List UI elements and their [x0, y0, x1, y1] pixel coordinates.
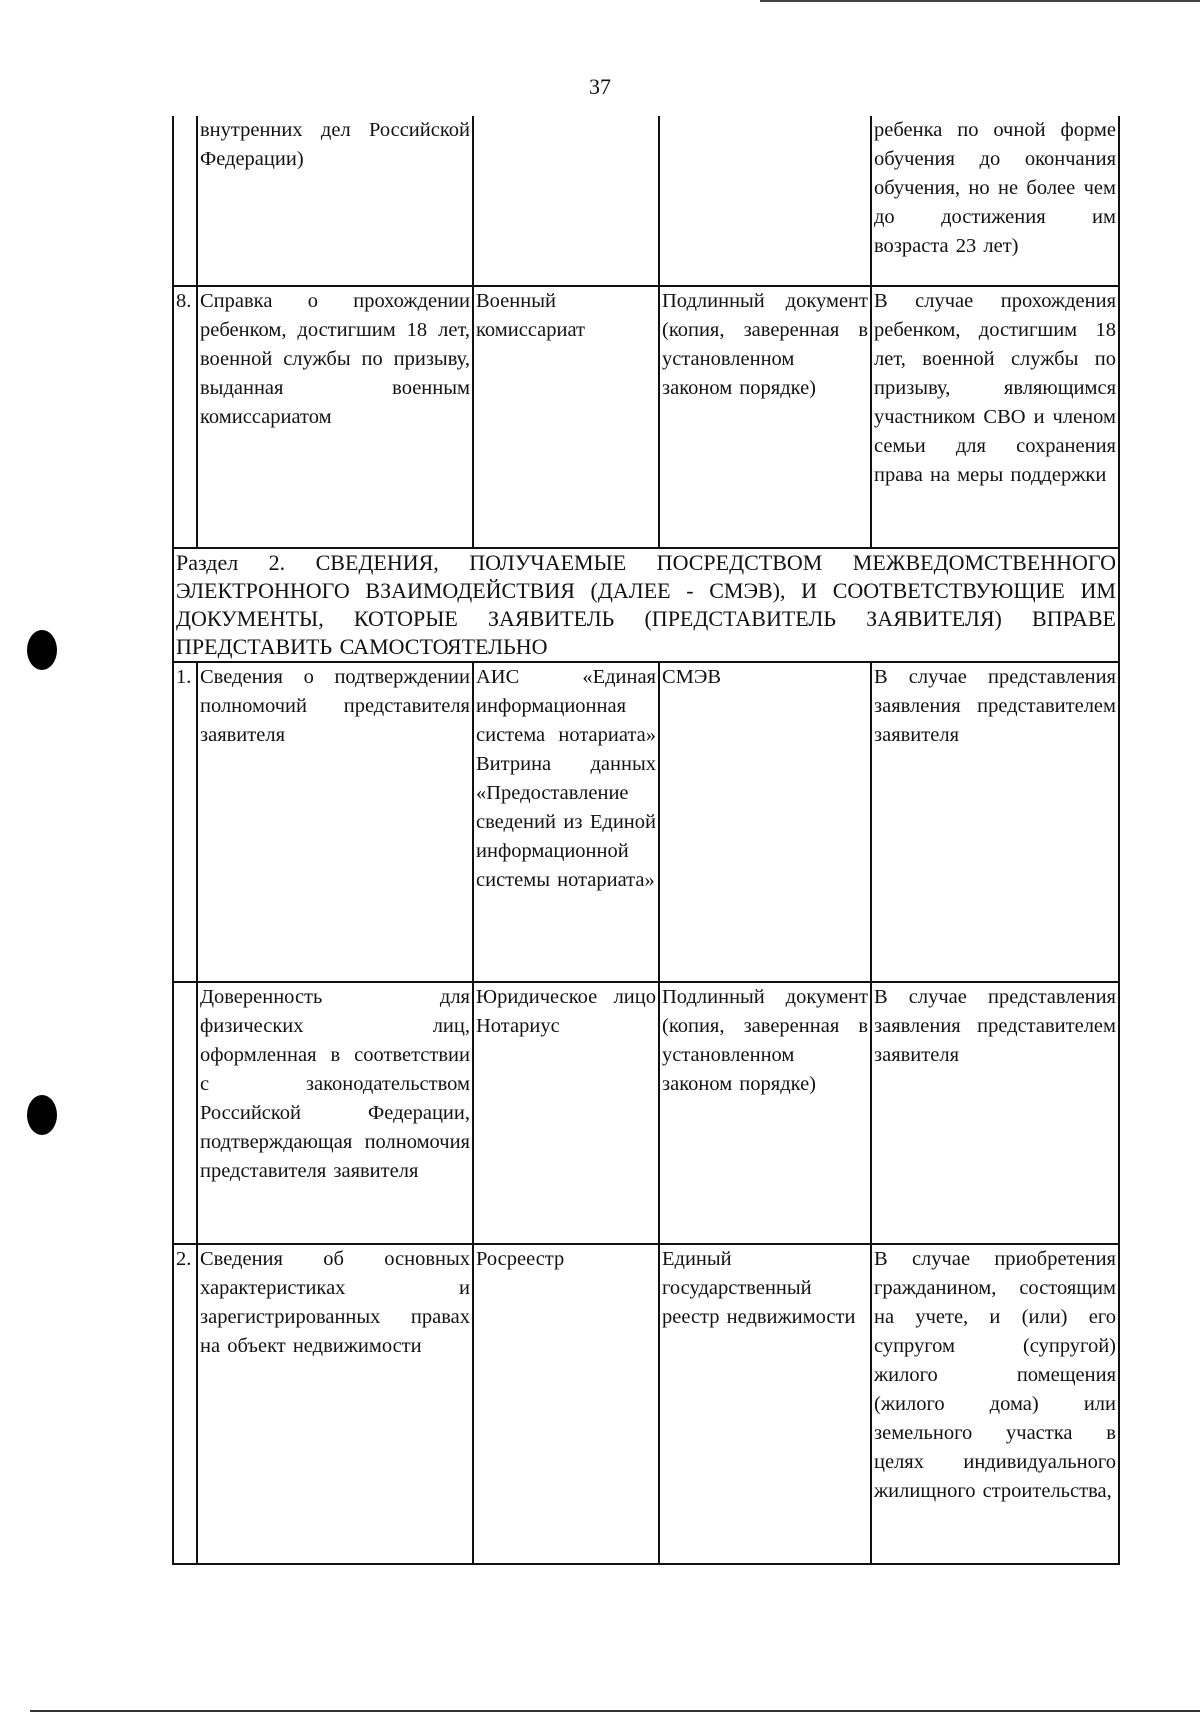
document-form: Единый государственный реестр недвижимости: [659, 1244, 871, 1564]
document-condition: В случае представления заявления представителем заявителя: [871, 662, 1119, 982]
table-row: [173, 982, 1119, 1244]
document-form: [659, 116, 871, 286]
documents-table: [172, 116, 1120, 1565]
page-number: 37: [589, 74, 611, 99]
document-form: СМЭВ: [659, 662, 871, 982]
row-number: [173, 116, 197, 286]
document-source: Росреестр: [473, 1244, 659, 1564]
document-name: Сведения об основных характеристиках и зарегистрированных правах на объект недвижимости: [197, 1244, 473, 1564]
row-number: 8.: [173, 286, 197, 548]
document-condition: ребенка по очной форме обучения до окончания обучения, но не более чем до достижения им возраста 23 лет): [871, 116, 1119, 286]
document-source: Юридическое лицо Нотариус: [473, 982, 659, 1244]
row-number-empty: [173, 982, 197, 1244]
scan-edge-line: [30, 1710, 1200, 1712]
row-number: 1.: [173, 662, 197, 982]
punch-hole: [27, 630, 57, 670]
document-condition: В случае представления заявления представителем заявителя: [871, 982, 1119, 1244]
scan-edge-line: [760, 0, 1200, 2]
row-number: 2.: [173, 1244, 197, 1564]
document-name: Сведения о подтверждении полномочий представителя заявителя: [197, 662, 473, 982]
document-source: [473, 116, 659, 286]
document-name: Доверенность для физических лиц, оформленная в соответствии с законодательством Российской Федерации, подтверждающая полномочия представителя заявителя: [197, 982, 473, 1244]
document-source: АИС «Единая информационная система нотариата» Витрина данных «Предоставление сведений из Единой информационной системы нотариата»: [473, 662, 659, 982]
punch-hole: [27, 1095, 57, 1135]
document-source: Военный комиссариат: [473, 286, 659, 548]
document-form: Подлинный документ (копия, заверенная в установленном законом порядке): [659, 286, 871, 548]
document-condition: В случае прохождения ребенком, достигшим 18 лет, военной службы по призыву, являющимся участником СВО и членом семьи для сохранения права на меры поддержки: [871, 286, 1119, 548]
document-condition: В случае приобретения гражданином, состоящим на учете, и (или) его супругом (супругой) жилого помещения (жилого дома) или земельного участка в целях индивидуального жилищного строительства,: [871, 1244, 1119, 1564]
table-row: [173, 1244, 1119, 1564]
table-row: [173, 286, 1119, 548]
section-2-title: Раздел 2. СВЕДЕНИЯ, ПОЛУЧАЕМЫЕ ПОСРЕДСТВОМ МЕЖВЕДОМСТВЕННОГО ЭЛЕКТРОННОГО ВЗАИМОДЕЙСТВИЯ (ДАЛЕЕ - СМЭВ), И СООТВЕТСТВУЮЩИЕ ИМ ДОКУМЕНТЫ, КОТОРЫЕ ЗАЯВИТЕЛЬ (ПРЕДСТАВИТЕЛЬ ЗАЯВИТЕЛЯ) ВПРАВЕ ПРЕДСТАВИТЬ САМОСТОЯТЕЛЬНО: [173, 548, 1119, 662]
document-form: Подлинный документ (копия, заверенная в установленном законом порядке): [659, 982, 871, 1244]
document-name: Справка о прохождении ребенком, достигшим 18 лет, военной службы по призыву, выданная военным комиссариатом: [197, 286, 473, 548]
section-header-row: [173, 548, 1119, 662]
table-row: [173, 116, 1119, 286]
document-name: внутренних дел Российской Федерации): [197, 116, 473, 286]
table-row: [173, 662, 1119, 982]
